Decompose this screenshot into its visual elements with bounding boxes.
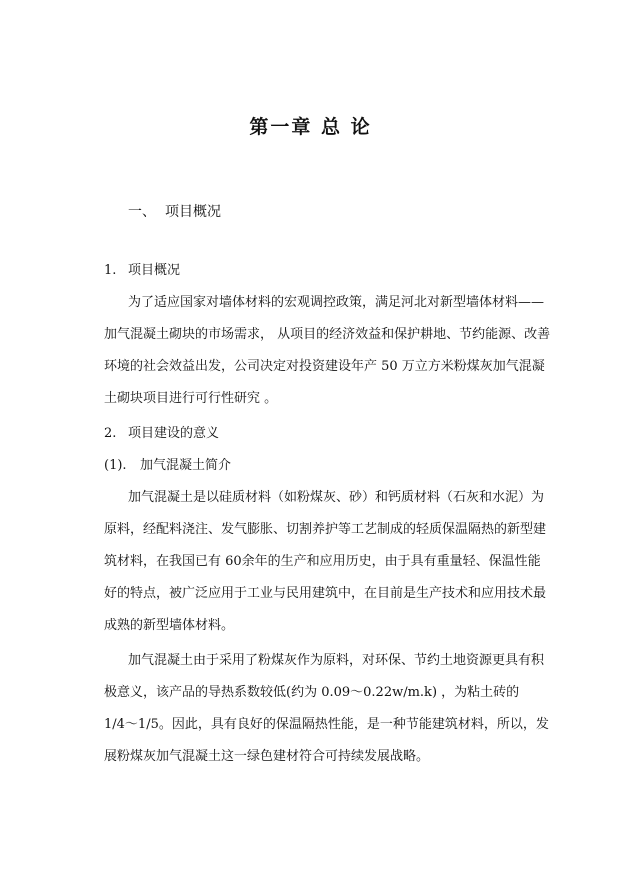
chapter-title: 第一章 总 论 [249,116,372,138]
paragraph-line: 极意义，该产品的导热系数较低(约为 0.09～0.22w/m.k) ，为粘土砖的 [104,685,520,700]
paragraph-line: 土砌块项目进行可行性研究 。 [104,391,278,406]
paragraph-line: 成熟的新型墙体材料。 [104,618,235,633]
paragraph-line: 1/4～1/5。因此，具有良好的保温隔热性能，是一种节能建筑材料，所以，发 [104,717,549,732]
subsubsection-heading: 加气混凝土简介 [140,458,232,473]
subsection-number: 1. [104,263,117,278]
paragraph-line: 环境的社会效益出发，公司决定对投资建设年产 50 万立方米粉煤灰加气混凝 [104,359,545,374]
subsection-heading: 项目概况 [128,263,181,278]
section-number: 一、 [128,204,156,220]
subsection-heading: 项目建设的意义 [128,426,220,441]
subsubsection-number: (1). [104,458,127,473]
section-heading: 项目概况 [165,204,221,220]
subsection-number: 2. [104,426,117,441]
paragraph-line: 加气混凝土砌块的市场需求， 从项目的经济效益和保护耕地、节约能源、改善 [104,327,551,342]
paragraph-line: 为了适应国家对墙体材料的宏观调控政策，满足河北对新型墙体材料—— [128,295,545,310]
paragraph-line: 好的特点，被广泛应用于工业与民用建筑中，在目前是生产技术和应用技术最 [104,586,547,601]
paragraph-line: 筑材料，在我国已有 60余年的生产和应用历史，由于具有重量轻、保温性能 [104,554,541,569]
paragraph-line: 加气混凝土由于采用了粉煤灰作为原料，对环保、节约土地资源更具有积 [128,653,545,668]
paragraph-line: 原料，经配料浇注、发气膨胀、切割养护等工艺制成的轻质保温隔热的新型建 [104,522,547,537]
paragraph-line: 加气混凝土是以硅质材料（如粉煤灰、砂）和钙质材料（石灰和水泥）为 [128,490,545,505]
paragraph-line: 展粉煤灰加气混凝土这一绿色建材符合可持续发展战略。 [104,749,430,764]
